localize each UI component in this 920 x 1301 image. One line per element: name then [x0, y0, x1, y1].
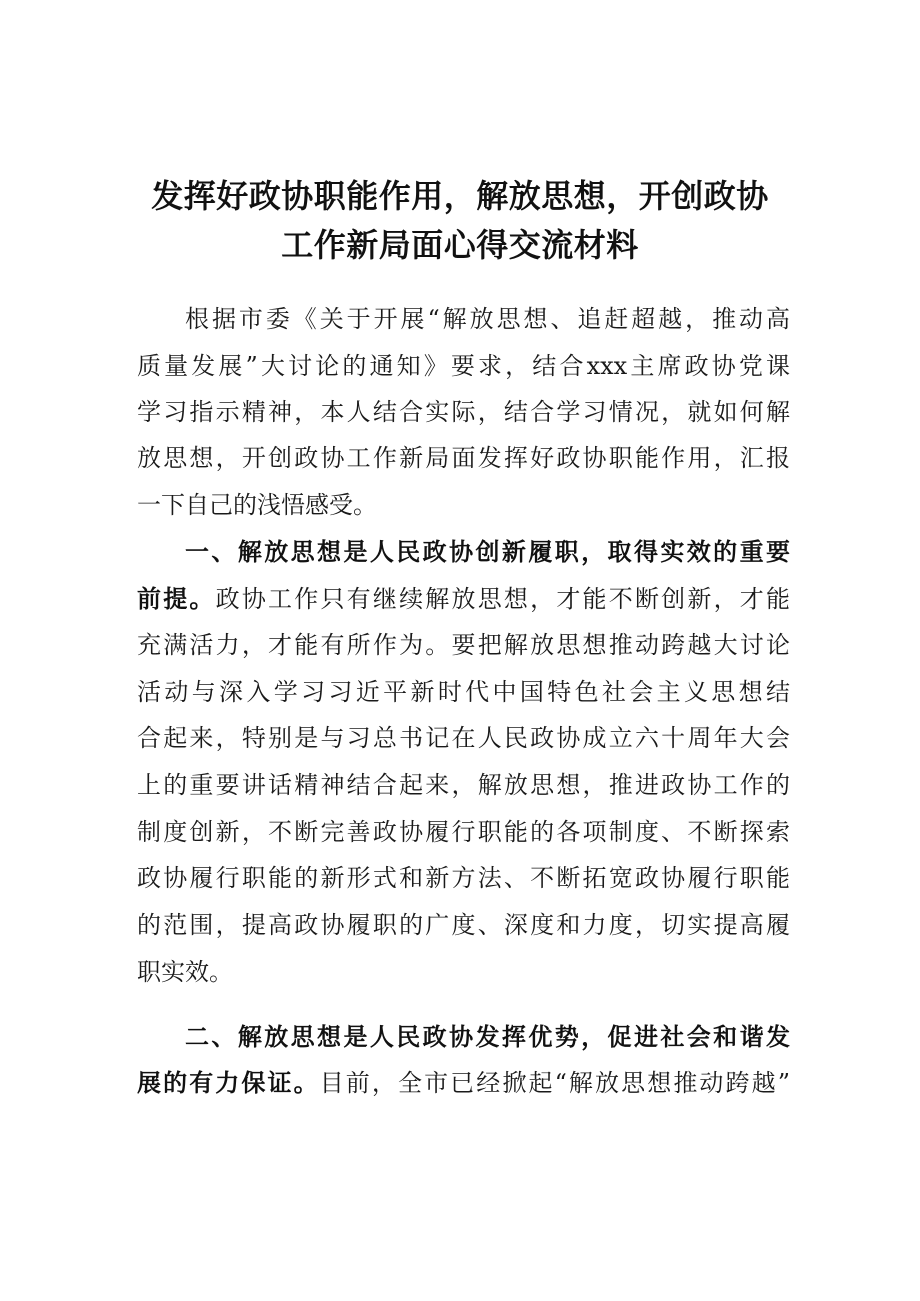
document-title	[120, 172, 800, 270]
section1-line-4: 活动与深入学习习近平新时代中国特色社会主义思想结	[137, 678, 790, 706]
section1-line-9: 的范围，提高政协履职的广度、深度和力度，切实提高履	[137, 911, 790, 939]
section1-heading: 一、解放思想是人民政协创新履职，取得实效的重要	[185, 538, 790, 566]
section1-line-3: 充满活力，才能有所作为。要把解放思想推动跨越大讨论	[137, 631, 790, 659]
section1-line-10: 职实效。	[137, 958, 233, 986]
section2-line-2-text: 目前，全市已经掀起“解放思想推动跨越”	[319, 1069, 790, 1097]
section1-heading-end: 前提。	[137, 585, 216, 613]
section1-line-7: 制度创新，不断完善政协履行职能的各项制度、不断探索	[137, 818, 790, 846]
section2-line-2	[137, 1068, 790, 1098]
section2-heading-end: 展的有力保证。	[137, 1069, 320, 1097]
section2-heading: 二、解放思想是人民政协发挥优势，促进社会和谐发	[185, 1023, 790, 1051]
title-line-1: 发挥好政协职能作用，解放思想，开创政协	[151, 177, 769, 215]
section1-line-5: 合起来，特别是与习总书记在人民政协成立六十周年大会	[137, 724, 790, 752]
intro-line-5: 一下自己的浅悟感受。	[137, 491, 377, 519]
title-line-2: 工作新局面心得交流材料	[281, 226, 639, 264]
section1-line-6: 上的重要讲话精神结合起来，解放思想，推进政协工作的	[137, 771, 790, 799]
section2-heading-line	[137, 1022, 790, 1052]
section1-heading-line	[137, 537, 790, 567]
section1-line-2	[137, 584, 790, 614]
intro-line-1: 根据市委《关于开展“解放思想、追赶超越，推动高	[185, 305, 790, 333]
intro-line-2: 质量发展”大讨论的通知》要求，结合xxx主席政协党课	[137, 352, 790, 380]
section1-line-2-text: 政协工作只有继续解放思想，才能不断创新，才能	[215, 585, 790, 613]
intro-line-3: 学习指示精神，本人结合实际，结合学习情况，就如何解	[137, 398, 790, 426]
intro-line-4: 放思想，开创政协工作新局面发挥好政协职能作用，汇报	[137, 444, 790, 472]
section1-line-8: 政协履行职能的新形式和新方法、不断拓宽政协履行职能	[137, 864, 790, 892]
